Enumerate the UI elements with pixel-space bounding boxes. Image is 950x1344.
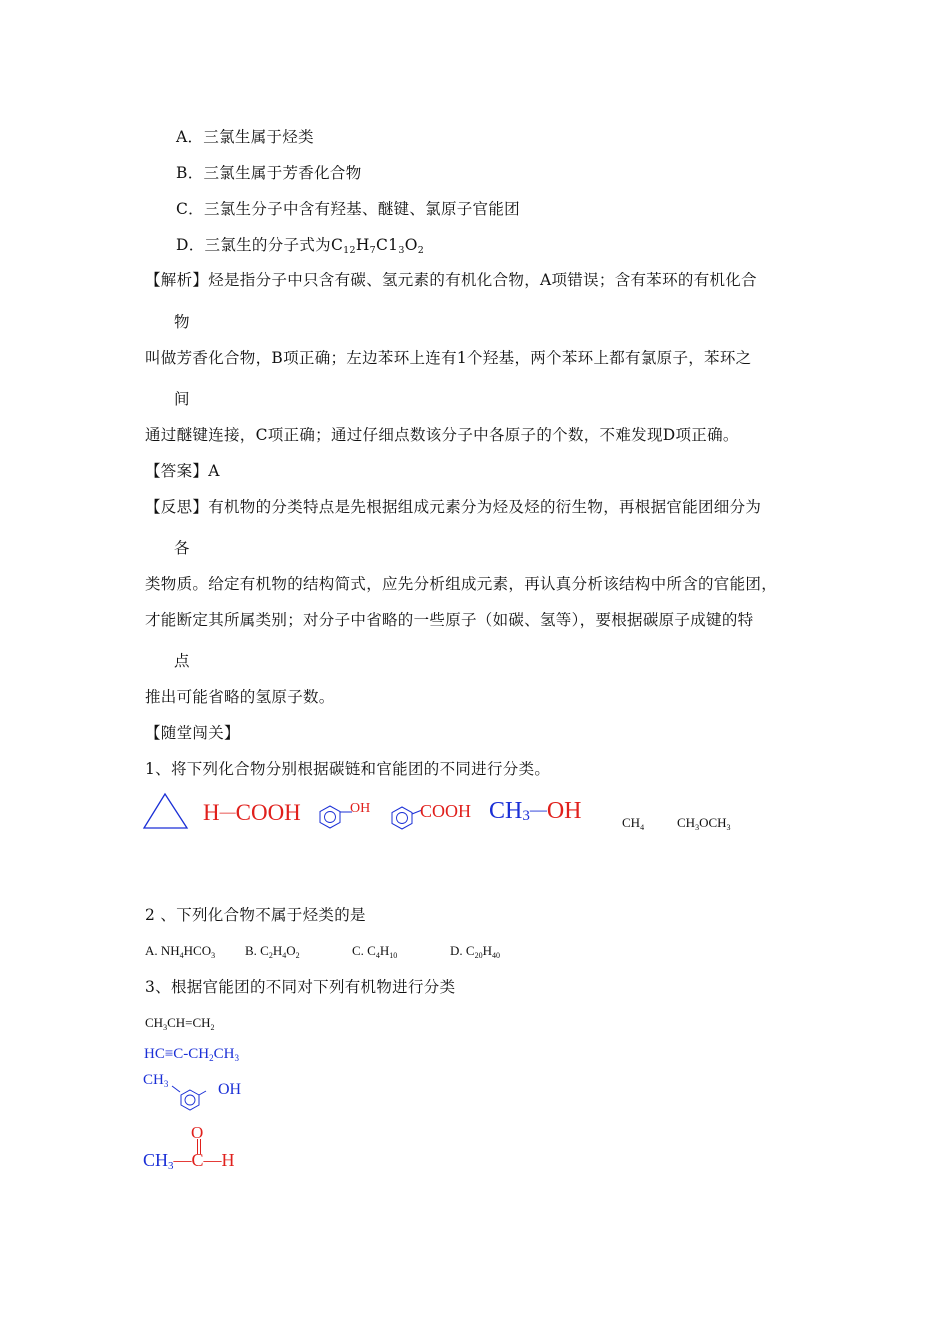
cresol-ch3-label: $CH_3$ xyxy=(143,1072,169,1089)
option-d xyxy=(176,235,424,261)
reflection-line-5: 点 xyxy=(174,652,190,670)
practice-header: 【随堂闯关】 xyxy=(145,724,240,742)
analysis-line-3: 叫做芳香化合物，B项正确；左边苯环上连有1个羟基，两个苯环上都有氯原子，苯环之 xyxy=(145,349,752,367)
q1-text: 1、将下列化合物分别根据碳链和官能团的不同进行分类。 xyxy=(145,760,551,778)
q3-text: 3、根据官能团的不同对下列有机物进行分类 xyxy=(145,978,456,996)
acetaldehyde-formula: $CH_3—C—H$ xyxy=(143,1150,235,1172)
methane-formula: $CH_4$ xyxy=(622,815,645,832)
analysis-line-1: 【解析】烃是指分子中只含有碳、氢元素的有机化合物，A项错误；含有苯环的有机化合 xyxy=(145,271,757,289)
reflection-line-4: 才能断定其所属类别；对分子中省略的一些原子（如碳、氢等），要根据碳原子成键的特 xyxy=(145,611,754,629)
reflection-line-2: 各 xyxy=(174,539,190,557)
methanol-formula: CH3—OH xyxy=(489,798,582,824)
aldehyde-oxygen: O xyxy=(191,1123,204,1142)
q2-option-c: C. $C_4H_{10}$ xyxy=(352,943,398,960)
analysis-line-4: 间 xyxy=(174,390,190,408)
formic-acid-formula: H—COOH xyxy=(203,800,301,825)
cyclopropane-structure xyxy=(143,792,189,830)
q2-option-a: A. $NH_4HCO_3$ xyxy=(145,943,216,960)
q2-option-b: B. $C_2H_4O_2$ xyxy=(245,943,300,960)
q2-text: 2 、下列化合物不属于烃类的是 xyxy=(145,906,366,924)
cresol-oh-label: OH xyxy=(218,1081,242,1098)
cresol-ring-structure xyxy=(172,1086,212,1116)
reflection-line-1: 【反思】有机物的分类特点是先根据组成元素分为烃及烃的衍生物，再根据官能团细分为 xyxy=(145,498,762,516)
option-d-formula: $C_{12}H_7C1_3O_2$ xyxy=(330,236,425,256)
option-d-prefix: D．三氯生的分子式为 xyxy=(176,236,331,254)
reflection-line-6: 推出可能省略的氢原子数。 xyxy=(145,688,335,706)
phenol-oh-label: OH xyxy=(350,801,371,816)
reflection-line-3: 类物质。给定有机物的结构简式，应先分析组成元素，再认真分析该结构中所含的官能团， xyxy=(145,575,778,593)
butyne-formula: $HC\equiv C-CH_2CH_3$ xyxy=(144,1046,239,1063)
benzene-ring-icon xyxy=(318,805,342,829)
dimethyl-ether-formula: $CH_3OCH_3$ xyxy=(677,815,731,832)
option-c: C．三氯生分子中含有羟基、醚键、氯原子官能团 xyxy=(176,200,520,218)
benzene-ring-icon xyxy=(390,806,414,830)
option-b: B．三氯生属于芳香化合物 xyxy=(176,164,362,182)
propene-formula: $CH_3CH=CH_2$ xyxy=(145,1015,215,1032)
option-a: A．三氯生属于烃类 xyxy=(176,128,314,146)
answer-line: 【答案】A xyxy=(145,462,220,480)
analysis-line-2: 物 xyxy=(174,313,190,331)
analysis-line-5: 通过醚键连接，C项正确；通过仔细点数该分子中各原子的个数，不难发现D项正确。 xyxy=(145,426,739,444)
q2-option-d: D. $C_{20}H_{40}$ xyxy=(450,943,500,960)
benzoic-cooh-label: COOH xyxy=(420,801,472,821)
